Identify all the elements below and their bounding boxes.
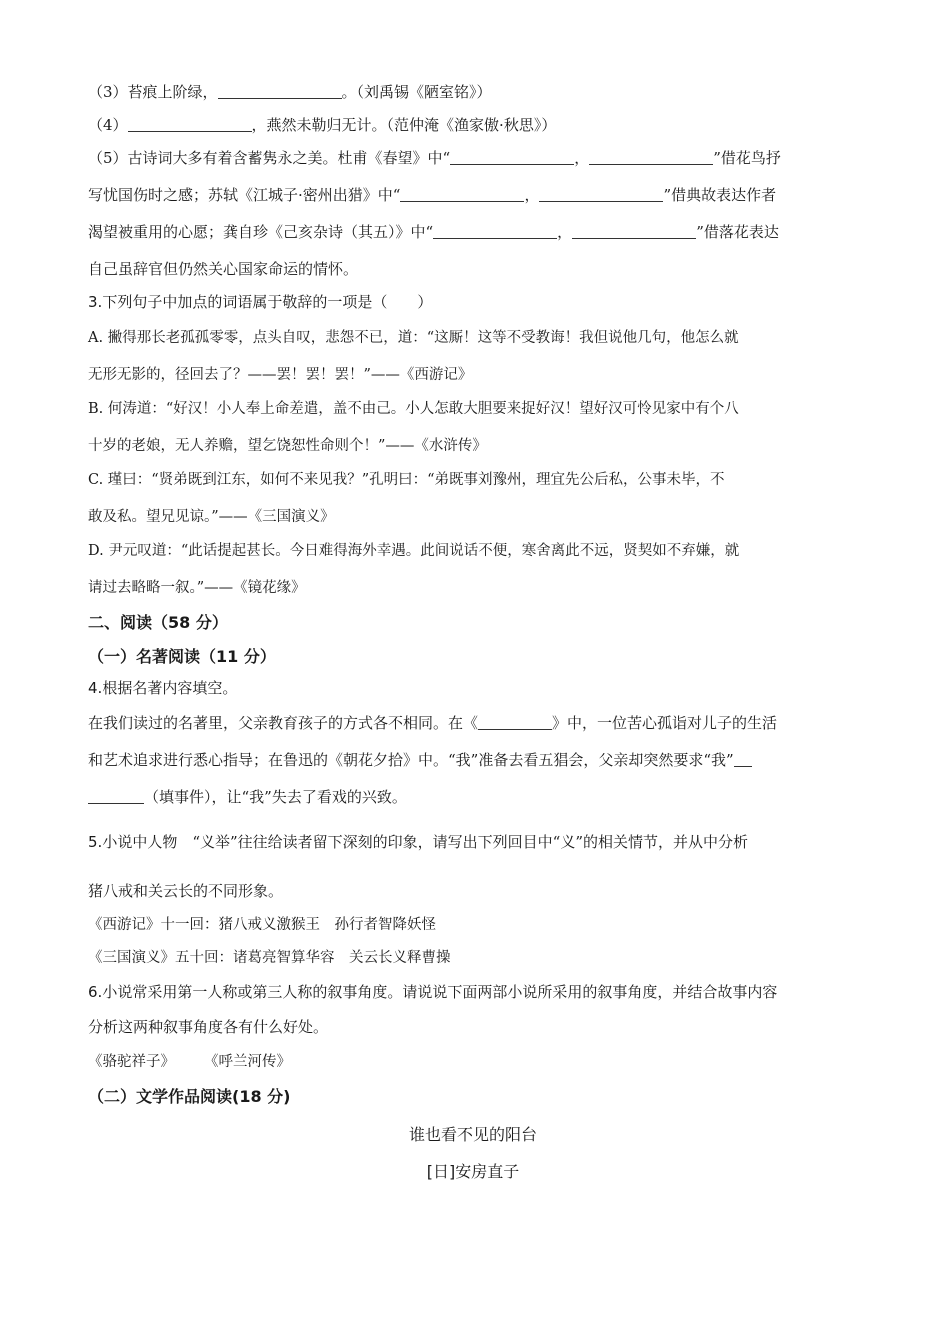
q5-stem-line-1: 5.小说中人物 “义举”往往给读者留下深刻的印象，请写出下列回目中“义”的相关情节，并从中分析 (88, 833, 748, 851)
q3-option-a-line-2: 无形无影的，径回去了？——罢！罢！罢！”——《西游记》 (88, 367, 473, 383)
answer-blank[interactable] (734, 751, 752, 767)
q5-chapter-sanguo: 《三国演义》五十回：诸葛亮智算华容 关云长义释曹操 (88, 950, 451, 966)
answer-blank[interactable] (450, 149, 574, 165)
q3-option-b-line-1[interactable]: B. 何涛道：“好汉！小人奉上命差遣，盖不由己。小人怎敢大胆要来捉好汉！望好汉可怜见家中有个八 (88, 401, 739, 417)
q2-item-5-line-2: 写忧国伤时之感；苏轼《江城子·密州出猎》中“ ， ”借典故表达作者 (88, 186, 777, 204)
q5-stem-line-2: 猪八戒和关云长的不同形象。 (88, 882, 284, 900)
q2-item-5-line-1: （5）古诗词大多有着含蓄隽永之美。杜甫《春望》中“ ， ”借花鸟抒 (88, 149, 781, 167)
q2-item-5-line-4: 自己虽辞官但仍然关心国家命运的情怀。 (88, 260, 359, 278)
q3-option-d-line-2: 请过去略略一叙。”——《镜花缘》 (88, 580, 306, 596)
q5-chapter-xiyouji: 《西游记》十一回：猪八戒义激猴王 孙行者智降妖怪 (88, 917, 436, 933)
q6-book-titles: 《骆驼祥子》 《呼兰河传》 (88, 1054, 291, 1070)
q2-item-3: （3）苔痕上阶绿， 。（刘禹锡《陋室铭》） (88, 83, 492, 101)
q3-option-a-line-1[interactable]: A. 撇得那长老孤孤零零，点头自叹，悲怨不已，道：“这厮！这等不受教诲！我但说他几句，他怎么就 (88, 330, 739, 346)
article-author: [日]安房直子 (426, 1162, 520, 1181)
q3-option-d-line-1[interactable]: D. 尹元叹道：“此话提起甚长。今日难得海外幸遇。此间说话不便，寒舍离此不远，贤契如不弃嫌，就 (88, 543, 740, 559)
answer-blank[interactable] (128, 116, 252, 132)
q3-option-b-line-2: 十岁的老娘，无人养赡，望乞饶恕性命则个！”——《水浒传》 (88, 438, 487, 454)
q4-stem: 4.根据名著内容填空。 (88, 679, 238, 697)
section-heading-classics-reading: （一）名著阅读（11 分） (88, 647, 276, 666)
q2-item-5-line-3: 渴望被重用的心愿；龚自珍《己亥杂诗（其五）》中“ ， ”借落花表达 (88, 223, 779, 241)
answer-blank[interactable] (572, 223, 696, 239)
q4-paragraph-line-1: 在我们读过的名著里，父亲教育孩子的方式各不相同。在《 》中，一位苦心孤诣对儿子的生活 (88, 714, 778, 732)
answer-blank[interactable] (589, 149, 713, 165)
q4-paragraph-line-2: 和艺术追求进行悉心指导；在鲁迅的《朝花夕拾》中。“我”准备去看五猖会，父亲却突然要求“我” (88, 750, 752, 770)
q6-stem-line-2: 分析这两种叙事角度各有什么好处。 (88, 1018, 329, 1036)
answer-blank[interactable] (478, 714, 552, 730)
answer-blank[interactable] (433, 223, 557, 239)
q4-paragraph-line-3: （填事件），让“我”失去了看戏的兴致。 (88, 787, 407, 807)
q2-item-4: （4） ，燕然未勒归无计。（范仲淹《渔家傲·秋思》） (88, 116, 557, 134)
answer-blank[interactable] (539, 186, 663, 202)
answer-blank[interactable] (88, 788, 144, 804)
q3-option-c-line-2: 敢及私。望兄见谅。”——《三国演义》 (88, 509, 335, 525)
q3-stem: 3.下列句子中加点的词语属于敬辞的一项是（ ） (88, 293, 433, 311)
article-title: 谁也看不见的阳台 (408, 1125, 537, 1144)
answer-blank[interactable] (218, 83, 342, 99)
section-heading-reading: 二、阅读（58 分） (88, 613, 228, 632)
answer-blank[interactable] (400, 186, 524, 202)
q3-option-c-line-1[interactable]: C. 瑾曰：“贤弟既到江东，如何不来见我？”孔明曰：“弟既事刘豫州，理宜先公后私，公事未毕，不 (88, 472, 725, 488)
section-heading-literary-reading: （二）文学作品阅读(18 分) (88, 1087, 291, 1106)
q6-stem-line-1: 6.小说常采用第一人称或第三人称的叙事角度。请说说下面两部小说所采用的叙事角度，并结合故事内容 (88, 983, 778, 1001)
